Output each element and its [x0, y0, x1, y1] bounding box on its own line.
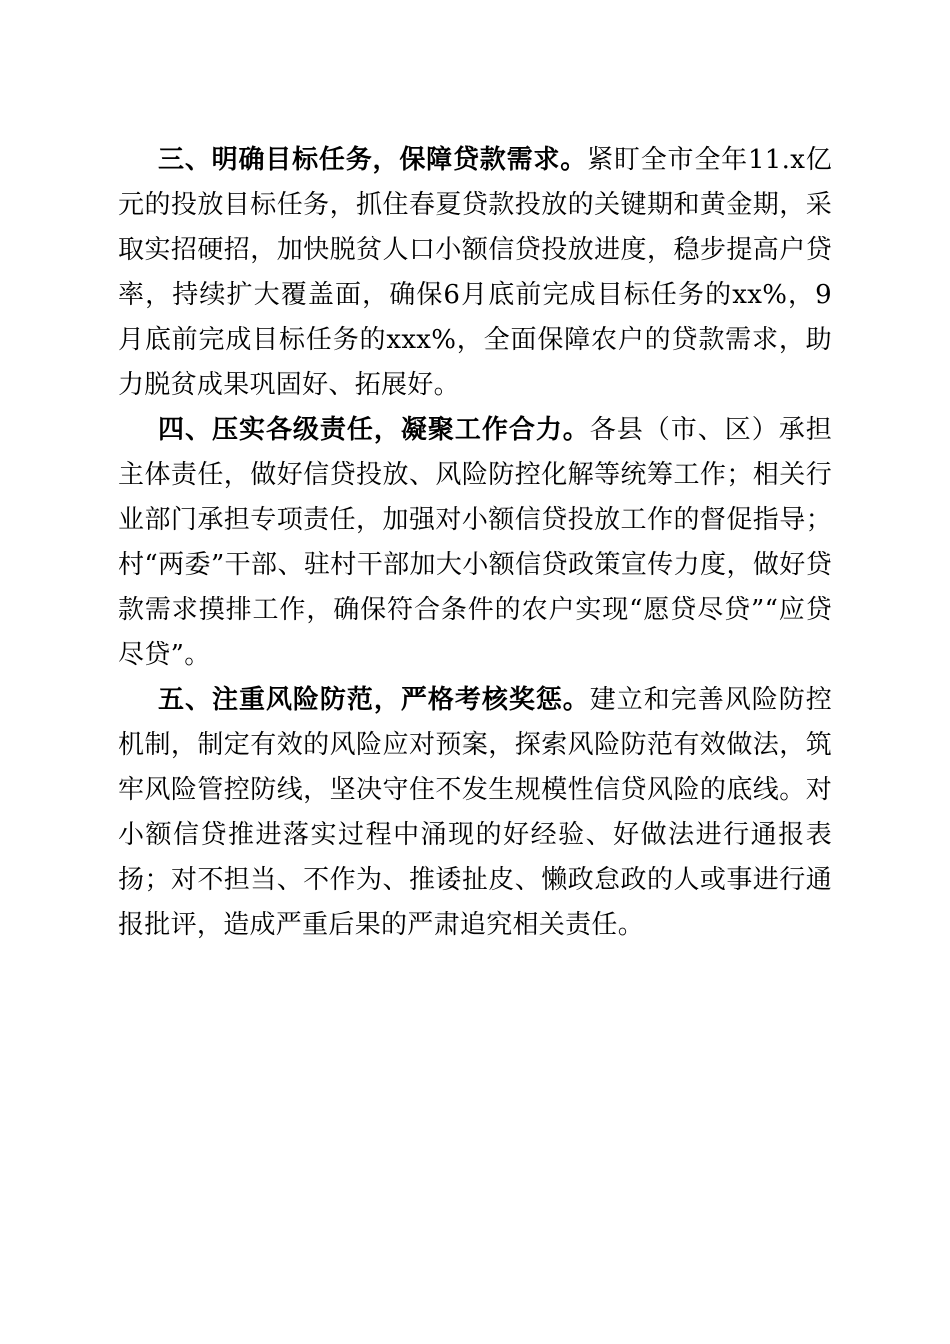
- section-5-body: 建立和完善风险防控机制，制定有效的风险应对预案，探索风险防范有效做法，筑牢风险管控防线，坚决守住不发生规模性信贷风险的底线。对小额信贷推进落实过程中涌现的好经验、好做法进行通报表扬；对不担当、不作为、推诿扯皮、懒政怠政的人或事进行通报批评，造成严重后果的严肃追究相关责任。: [118, 685, 832, 940]
- section-5-paragraph: [118, 678, 832, 948]
- section-4-body: 各县（市、区）承担主体责任，做好信贷投放、风险防控化解等统筹工作；相关行业部门承担专项责任，加强对小额信贷投放工作的督促指导；村“两委”干部、驻村干部加大小额信贷政策宣传力度，做好贷款需求摸排工作，确保符合条件的农户实现“愿贷尽贷”“应贷尽贷”。: [118, 415, 833, 670]
- section-4-paragraph: [118, 408, 832, 678]
- section-4-heading: 四、压实各级责任，凝聚工作合力。: [158, 415, 590, 445]
- section-3-body: 紧盯全市全年11.x亿元的投放目标任务，抓住春夏贷款投放的关键期和黄金期，采取实招硬招，加快脱贫人口小额信贷投放进度，稳步提高户贷率，持续扩大覆盖面，确保6月底前完成目标任务的xx%，9月底前完成目标任务的xxx%，全面保障农户的贷款需求，助力脱贫成果巩固好、拓展好。: [118, 145, 832, 400]
- section-3-paragraph: [118, 138, 832, 408]
- section-3-heading: 三、明确目标任务，保障贷款需求。: [158, 145, 588, 175]
- document-body: [118, 138, 832, 948]
- section-5-heading: 五、注重风险防范，严格考核奖惩。: [158, 685, 590, 715]
